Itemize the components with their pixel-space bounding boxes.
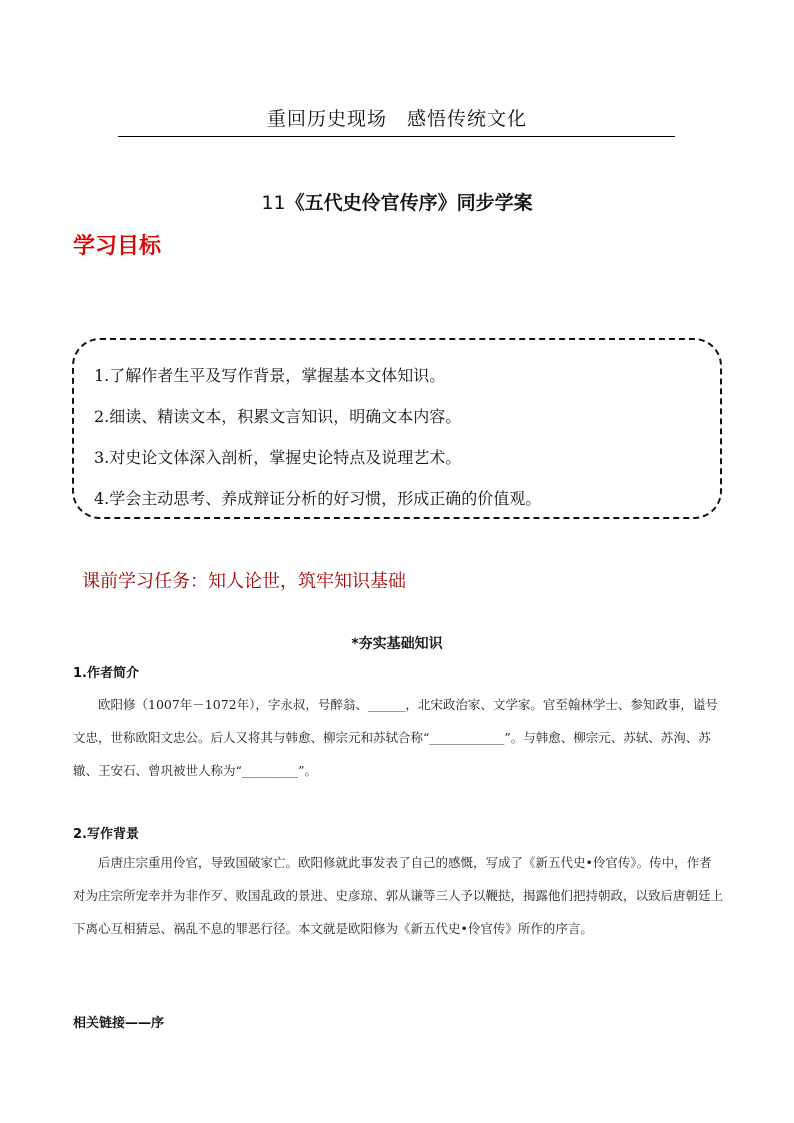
- background-heading: 2.写作背景: [73, 827, 139, 842]
- page-header-title: 重回历史现场 感悟传统文化: [266, 108, 527, 130]
- learning-goals-heading: 学习目标: [73, 234, 162, 259]
- author-intro-heading: 1.作者简介: [73, 666, 139, 681]
- lesson-title: 《五代史伶官传序》同步学案: [285, 192, 533, 214]
- basic-knowledge-heading: *夯实基础知识: [351, 636, 443, 652]
- pre-class-task-heading: 课前学习任务：知人论世，筑牢知识基础: [82, 571, 406, 592]
- goal-item: 3.对史论文体深入剖析，掌握史论特点及说理艺术。: [94, 448, 462, 467]
- document-title: [0, 188, 794, 215]
- lesson-number: 11: [261, 192, 286, 214]
- learning-goals-box: [72, 338, 722, 519]
- header-divider: [118, 136, 675, 137]
- background-text: 后唐庄宗重用伶官，导致国破家亡。欧阳修就此事发表了自己的感慨，写成了《新五代史•伶官传》。传中，作者对为庄宗所宠幸并为非作歹、败国乱政的景进、史彦琼、郭从谦等三人予以鞭挞，揭露他们把持朝政，以致后唐朝廷上下离心互相猜忌、祸乱不息的罪恶行径。本文就是欧阳修为《新五代史•伶官传》所作的序言。: [73, 855, 724, 936]
- related-link-heading: 相关链接——序: [73, 1016, 165, 1031]
- goal-item: 2.细读、精读文本，积累文言知识，明确文本内容。: [94, 407, 462, 426]
- author-intro-text: 欧阳修（1007年－1072年），字永叔，号醉翁、______，北宋政治家、文学家。官至翰林学士、参知政事，谥号文忠，世称欧阳文忠公。后人又将其与韩愈、柳宗元和苏轼合称“____________”。与韩愈、柳宗元、苏轼、苏洵、苏辙、王安石、曾巩被世人称为“_________”。: [73, 697, 718, 778]
- goal-item: 1.了解作者生平及写作背景，掌握基本文体知识。: [94, 366, 446, 385]
- goal-item: 4.学会主动思考、养成辩证分析的好习惯，形成正确的价值观。: [94, 489, 542, 508]
